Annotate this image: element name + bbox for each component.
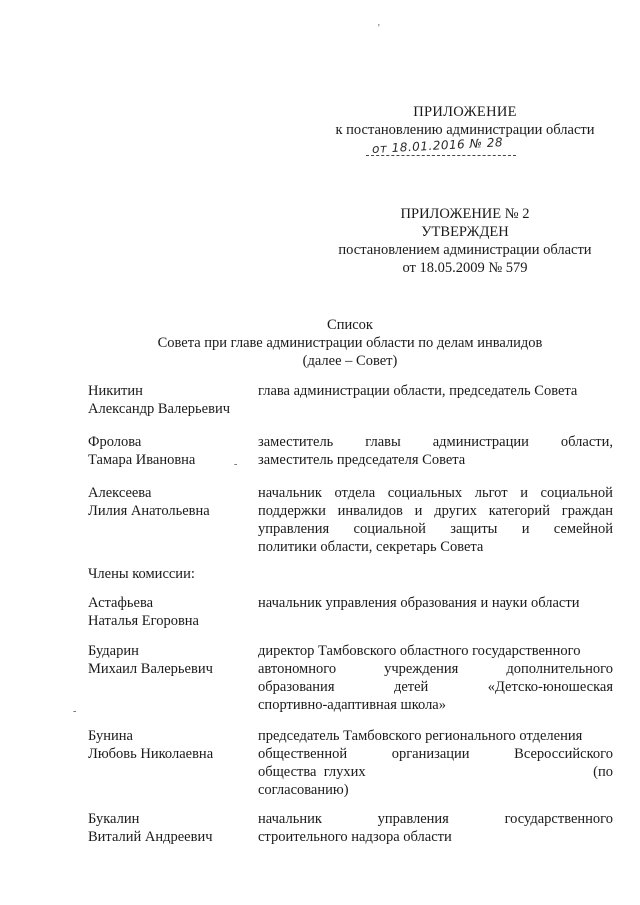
appendix-title: ПРИЛОЖЕНИЕ	[413, 104, 517, 120]
role-line: председатель Тамбовского регионального отделения	[258, 728, 583, 744]
role-line: политики области, секретарь Совета	[258, 539, 484, 555]
member-given-name: Тамара Ивановна	[88, 452, 196, 468]
member-role	[258, 727, 613, 799]
member-given-name: Александр Валерьевич	[88, 401, 230, 417]
member-given-name: Любовь Николаевна	[88, 746, 214, 762]
role-line-justified: поддержки инвалидов и других категорий граждан	[258, 503, 613, 519]
approval-status: УТВЕРЖДЕН	[421, 224, 509, 240]
member-given-name: Лилия Анатольевна	[88, 503, 210, 519]
appendix-header	[330, 103, 600, 139]
role-line-justified: начальник отдела социальных льгот и социальной	[258, 485, 613, 501]
member-given-name: Михаил Валерьевич	[88, 661, 213, 677]
member-name	[88, 382, 248, 418]
role-line-justified	[258, 433, 613, 451]
member-surname: Бударин	[88, 643, 139, 659]
role-line-justified: общества глухих (по	[258, 764, 613, 780]
role-line-justified: образования детей «Детско-юношеская	[258, 679, 613, 695]
member-given-name: Виталий Андреевич	[88, 829, 213, 845]
role-line: согласованию)	[258, 782, 349, 798]
member-role	[258, 433, 613, 469]
member-role	[258, 594, 613, 612]
member-role	[258, 382, 613, 400]
role-line-justified: начальник управления государственного	[258, 811, 613, 827]
handwritten-date-number: от 18.01.2016 № 28	[371, 135, 504, 156]
list-title-abbrev: (далее – Совет)	[302, 353, 398, 369]
member-given-name: Наталья Егоровна	[88, 613, 199, 629]
list-title-council: Совета при главе администрации области по делам инвалидов	[157, 335, 543, 351]
role-line: директор Тамбовского областного государственного	[258, 643, 581, 659]
role-line: заместитель председателя Совета	[258, 452, 466, 468]
approval-title: ПРИЛОЖЕНИЕ № 2	[400, 206, 530, 222]
appendix-subtitle: к постановлению администрации области	[335, 122, 595, 138]
role-line: спортивно-адаптивная школа»	[258, 697, 446, 713]
member-surname: Фролова	[88, 434, 142, 450]
member-role	[258, 642, 613, 714]
role-line-justified: автономного учреждения дополнительного	[258, 661, 613, 677]
role-word: администрации	[432, 434, 529, 450]
role-word: заместитель	[258, 434, 334, 450]
member-surname: Астафьева	[88, 595, 154, 611]
role-line-justified: управления социальной защиты и семейной	[258, 521, 613, 537]
approval-date: от 18.05.2009 № 579	[402, 260, 528, 276]
margin-mark: -	[73, 706, 77, 717]
role-word: главы	[365, 434, 401, 450]
role-word: области,	[560, 434, 613, 450]
members-heading: Члены комиссии:	[88, 566, 195, 582]
role-line: строительного надзора области	[258, 829, 452, 845]
list-title	[130, 316, 570, 370]
member-name	[88, 594, 248, 630]
member-name	[88, 484, 248, 520]
member-surname: Никитин	[88, 383, 143, 399]
margin-mark: -	[234, 459, 238, 470]
approval-by: постановлением администрации области	[338, 242, 592, 258]
member-role	[258, 810, 613, 846]
member-name	[88, 810, 248, 846]
member-role	[258, 484, 613, 556]
role-line-justified: общественной организации Всероссийского	[258, 746, 613, 762]
list-title-word: Список	[327, 317, 373, 333]
role-line: глава администрации области, председатель Совета	[258, 383, 578, 399]
handwritten-underline	[366, 155, 516, 156]
member-surname: Бунина	[88, 728, 133, 744]
member-surname: Алексеева	[88, 485, 152, 501]
member-surname: Букалин	[88, 811, 140, 827]
top-margin-mark: '	[378, 23, 380, 34]
member-name	[88, 727, 248, 763]
approval-block	[320, 205, 610, 277]
member-name	[88, 642, 248, 678]
member-name	[88, 433, 248, 469]
role-line: начальник управления образования и науки области	[258, 595, 580, 611]
